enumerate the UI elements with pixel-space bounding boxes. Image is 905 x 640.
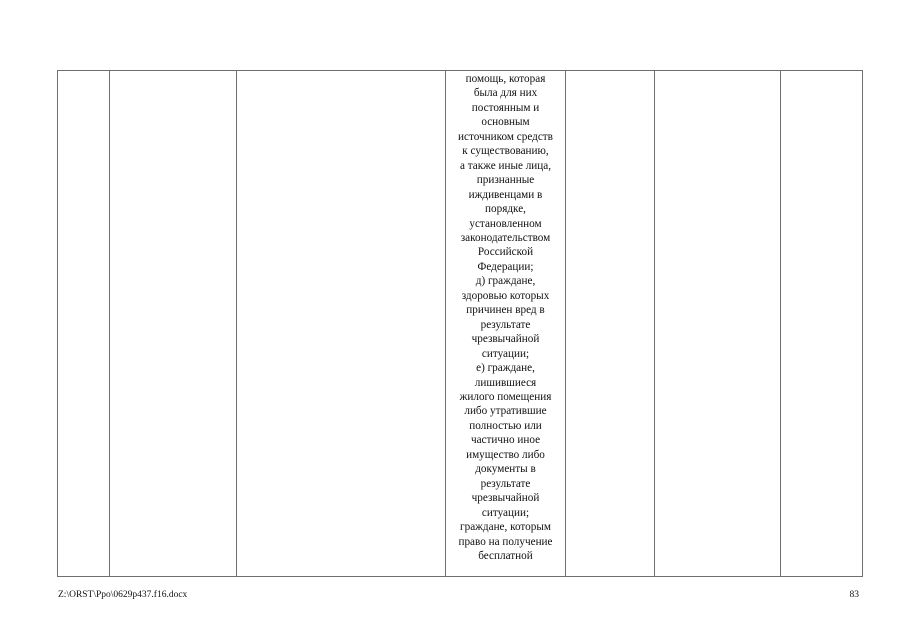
cell-text-line: была для них [473,87,538,100]
cell-text-line: имущество либо [466,448,545,461]
table-cell-col-6 [655,71,781,577]
cell-text-line: д) граждане, [475,275,536,288]
cell-text-line: ситуации; [481,347,530,360]
cell-text-line: чрезвычайной [471,492,540,505]
table-cell-col-4 [446,71,566,577]
table-cell-col-7 [781,71,863,577]
cell-text-line: результате [480,318,531,331]
cell-text-line: основным [481,116,530,129]
cell-text-line: а также иные лица, [459,159,552,172]
cell-text-line: ситуации; [481,506,530,519]
document-table [57,70,863,577]
cell-text-line: граждане, которым [460,521,551,534]
cell-text-line: чрезвычайной [471,333,540,346]
cell-text-line: либо утратившие [464,405,547,418]
cell-text-line: право на получение [458,535,553,548]
cell-text-line: Федерации; [477,260,534,273]
footer-page-number: 83 [849,590,859,600]
cell-text-line: иждивенцами в [468,188,543,201]
cell-text-line: к существованию, [462,145,549,158]
cell-text-line: здоровью которых [461,289,550,302]
cell-text-block [446,71,565,563]
cell-text-line: законодательством [460,231,551,244]
cell-text-line: помощь, которая [465,73,546,85]
table-cell-col-1 [58,71,110,577]
cell-text-line: документы в [475,463,536,476]
cell-text-line: порядке, [485,203,526,216]
cell-text-line: бесплатной [478,549,533,562]
table-cell-col-5 [566,71,655,577]
cell-text-line: результате [480,477,531,490]
cell-text-line: постоянным и [471,101,540,114]
cell-text-line: жилого помещения [459,390,552,403]
cell-text-line: причинен вред в [466,304,545,317]
cell-text-line: признанные [476,174,535,187]
cell-text-line: Российской [477,246,534,259]
cell-text-line: установленном [469,217,542,230]
cell-text-line: частично иное [470,434,541,447]
footer-file-path: Z:\ORST\Ppo\0629p437.f16.docx [58,590,188,600]
cell-text-line: лишившиеся [474,376,537,389]
cell-text-line: источником средств [458,130,553,143]
table-cell-col-2 [110,71,237,577]
cell-text-line: е) граждане, [476,362,535,375]
table-cell-col-3 [237,71,446,577]
table-row [58,71,863,577]
cell-text-line: полностью или [469,419,542,432]
